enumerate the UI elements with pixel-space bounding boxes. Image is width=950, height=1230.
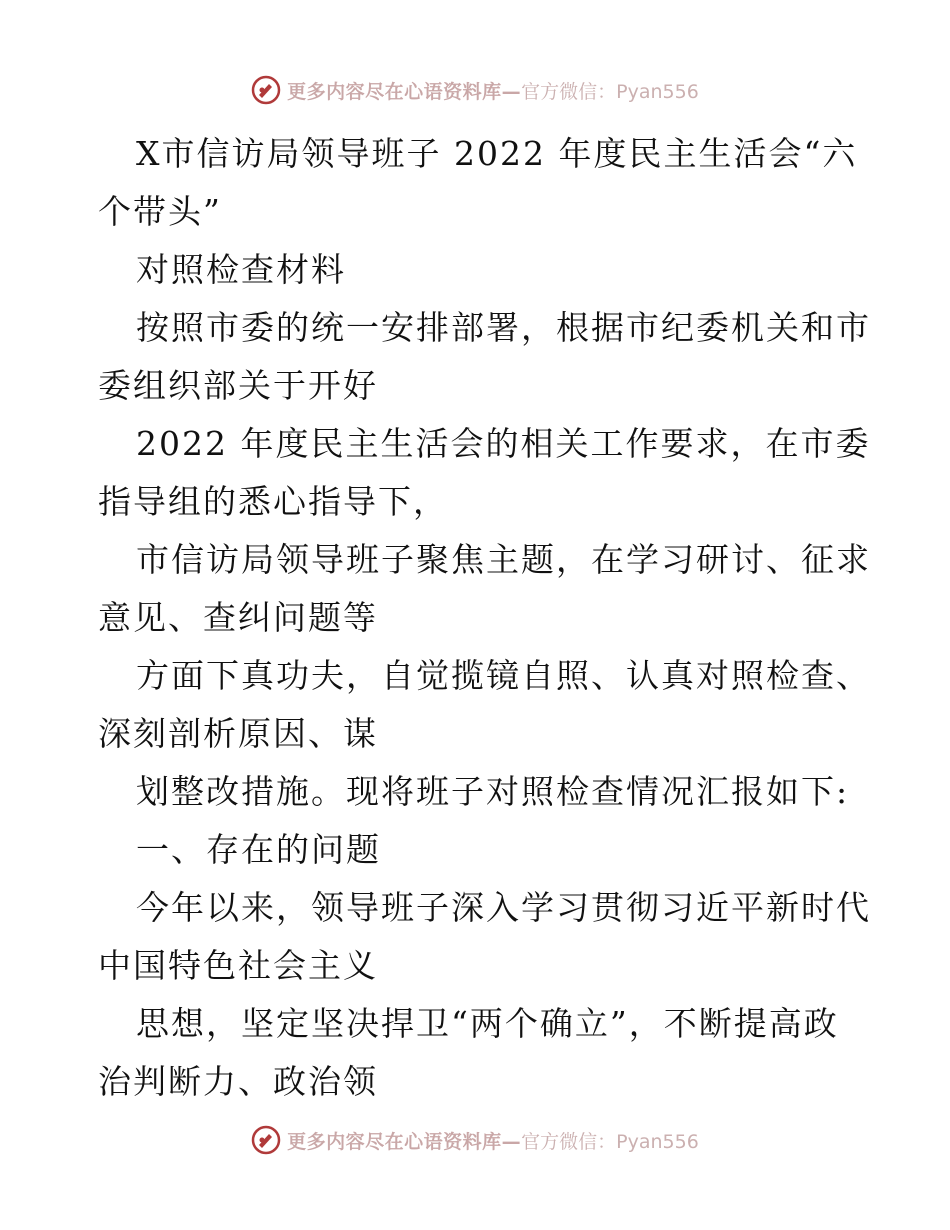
banner-wechat: 官方微信：Pyan556: [521, 1130, 699, 1153]
title-line: X市信访局领导班子 2022 年度民主生活会“六: [136, 134, 858, 173]
header-banner: [0, 70, 950, 110]
banner-text: 更多内容尽在心语资料库—: [287, 1130, 522, 1153]
paragraph-line: 指导组的悉心指导下，: [98, 482, 448, 521]
paragraph-line: 2022 年度民主生活会的相关工作要求，在市委: [136, 424, 871, 463]
document-body: [98, 125, 871, 1111]
paragraph-line: 深刻剖析原因、谋: [98, 714, 378, 753]
paragraph-line: 思想，坚定坚决捍卫“两个确立”，不断提高政: [136, 1004, 839, 1043]
paragraph-line: 今年以来，领导班子深入学习贯彻习近平新时代: [136, 888, 871, 927]
paragraph-line: 委组织部关于开好: [98, 366, 378, 405]
footer-banner: [0, 1120, 950, 1160]
paragraph-line: 划整改措施。现将班子对照检查情况汇报如下:: [136, 772, 850, 811]
section-heading: 一、存在的问题: [136, 830, 381, 869]
banner-text: 更多内容尽在心语资料库—: [287, 80, 522, 103]
logo-icon: [251, 75, 281, 105]
banner-wechat: 官方微信：Pyan556: [521, 80, 699, 103]
title-line: 个带头”: [98, 192, 222, 231]
paragraph-line: 意见、查纠问题等: [98, 598, 378, 637]
paragraph-line: 治判断力、政治领: [98, 1062, 378, 1101]
subtitle-line: 对照检查材料: [136, 250, 346, 289]
paragraph-line: 按照市委的统一安排部署，根据市纪委机关和市: [136, 308, 871, 347]
logo-icon: [251, 1125, 281, 1155]
paragraph-line: 市信访局领导班子聚焦主题，在学习研讨、征求: [136, 540, 871, 579]
paragraph-line: 方面下真功夫，自觉揽镜自照、认真对照检查、: [136, 656, 871, 695]
paragraph-line: 中国特色社会主义: [98, 946, 378, 985]
